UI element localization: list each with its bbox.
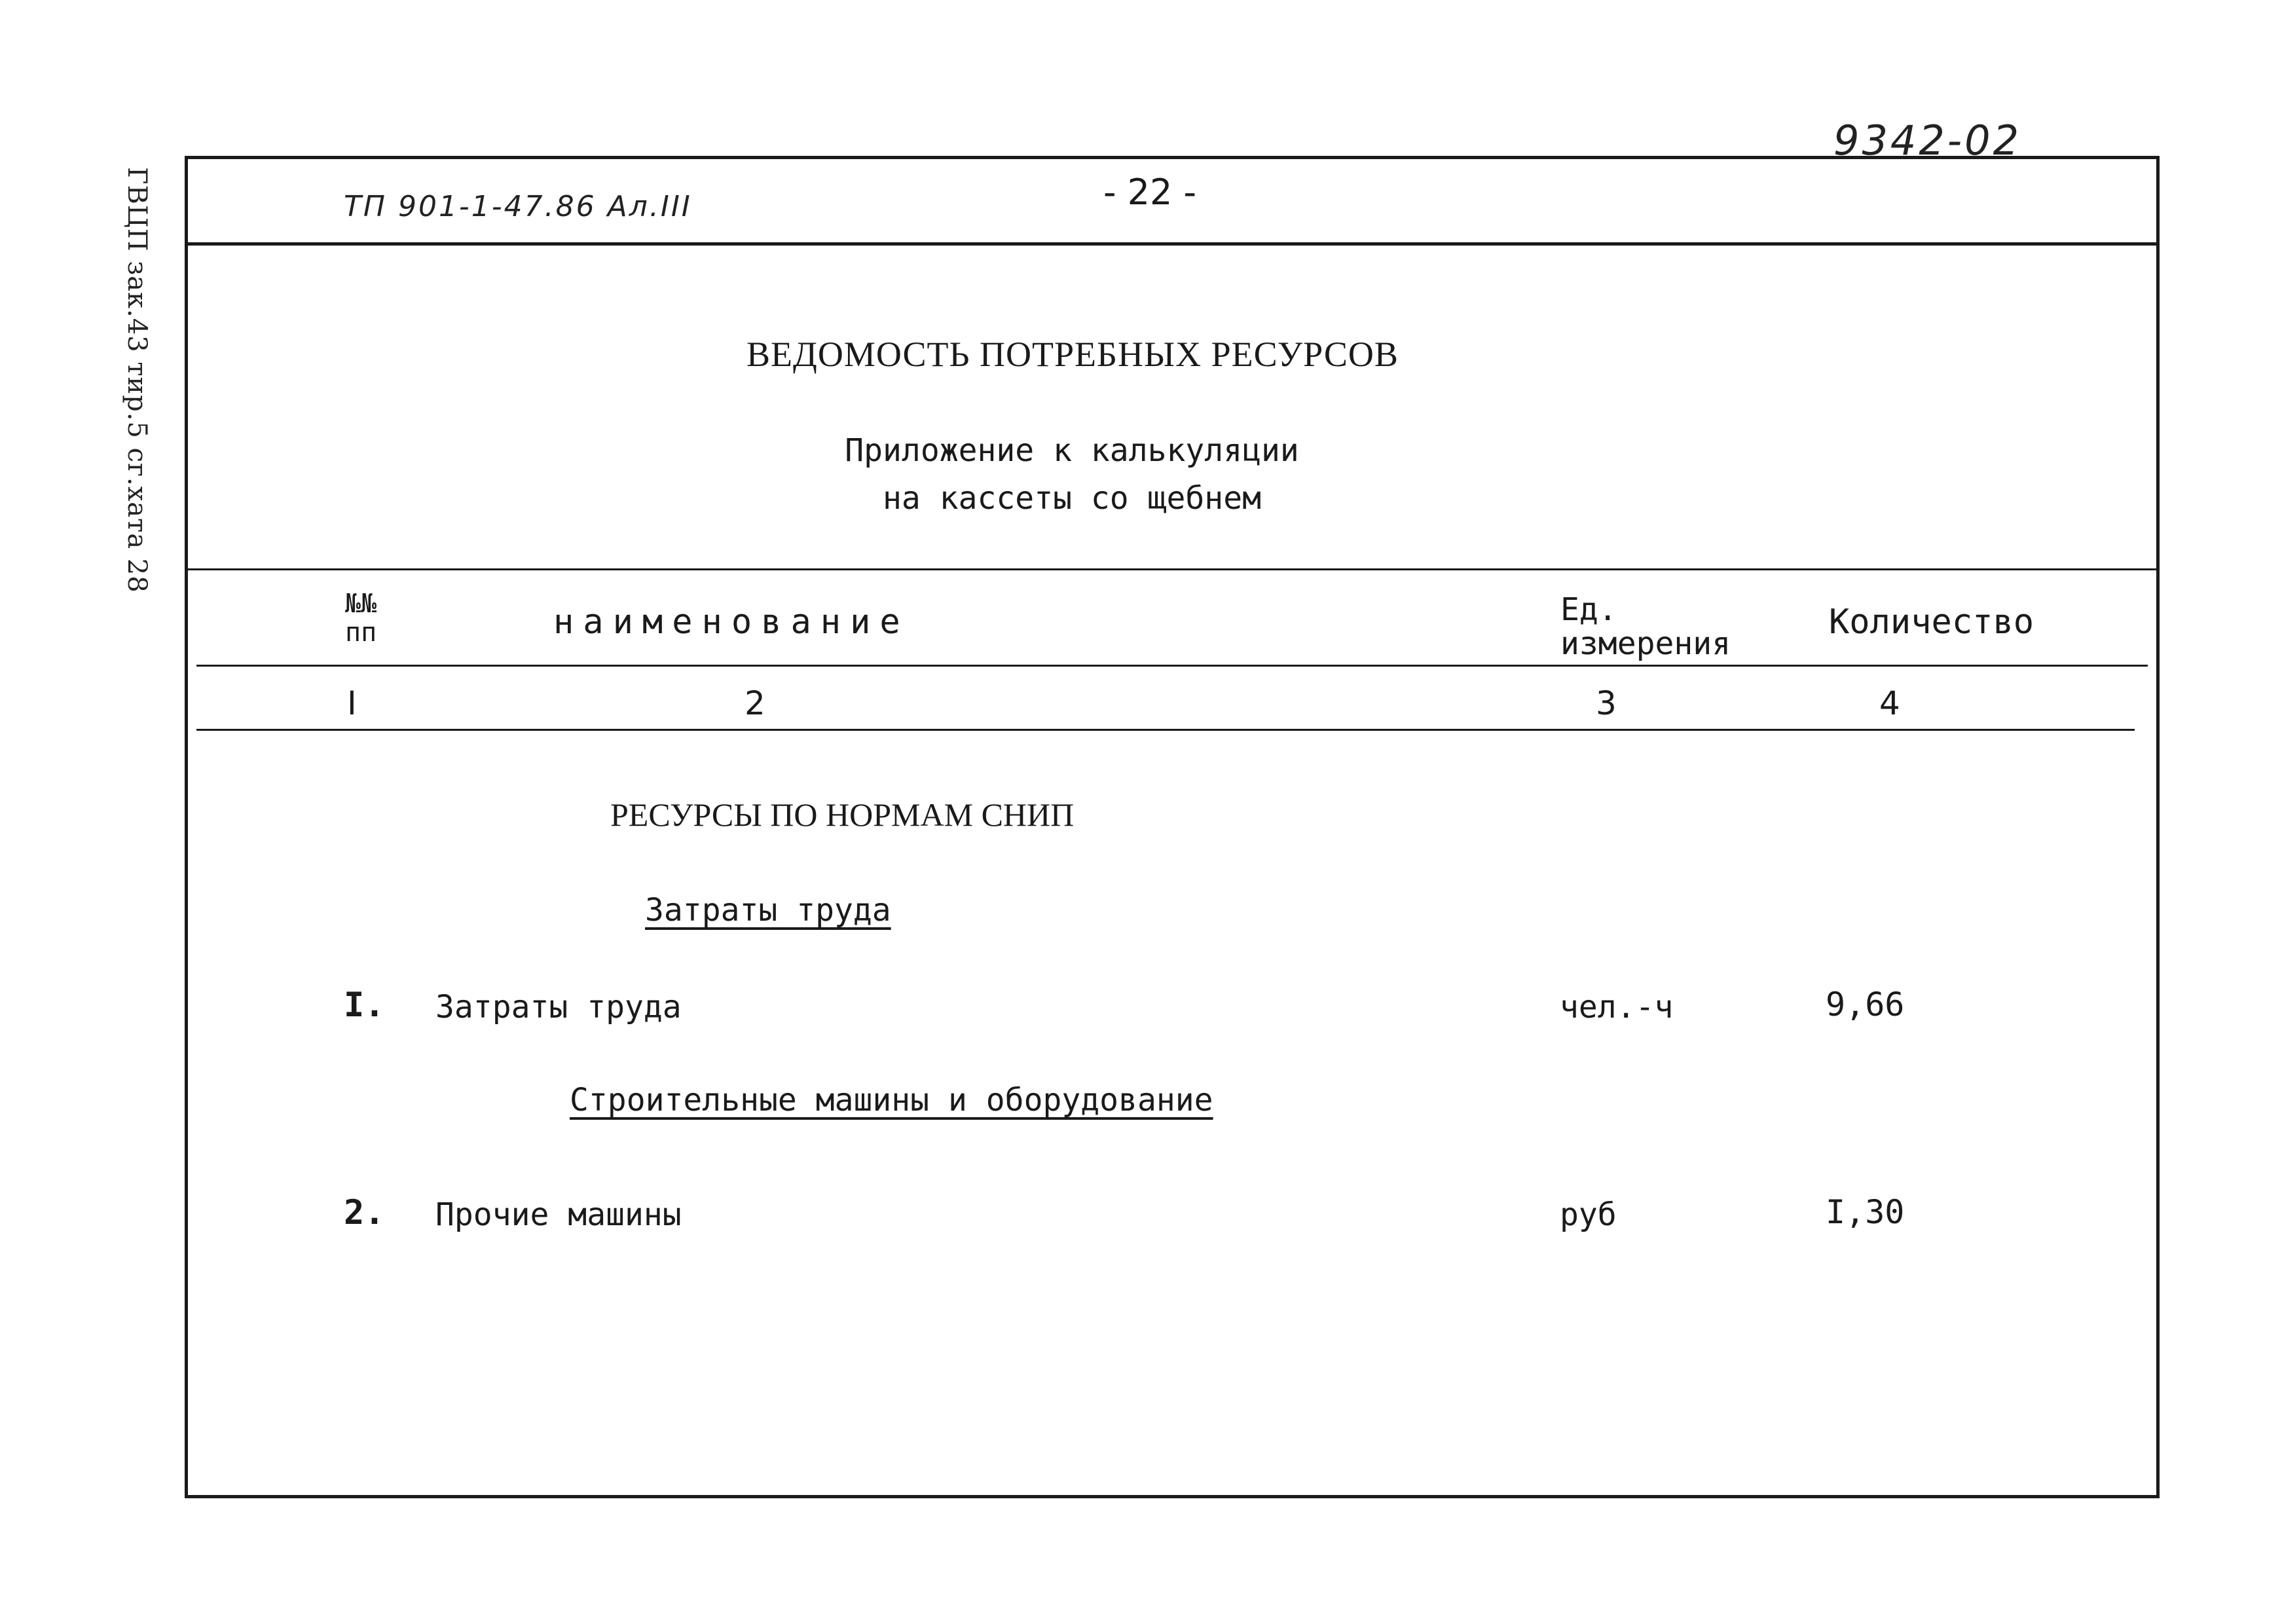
row-1-number: I. [344,986,385,1025]
column-number-1: I [347,684,357,722]
row-2-quantity: I,30 [1826,1193,1905,1231]
header-number-line1: №№ [345,589,377,619]
header-number-column [345,589,377,647]
row-1-quantity: 9,66 [1826,986,1905,1024]
row-2-name: Прочие машины [435,1196,682,1233]
column-number-4: 4 [1879,684,1900,722]
subtitle-line1: Приложение к калькуляции [845,432,1299,469]
row-2-unit: руб [1560,1196,1617,1233]
page-number: - 22 - [1103,172,1197,213]
header-name-column: наименование [553,602,910,642]
column-number-3: 3 [1596,684,1617,722]
column-numbers-divider [196,729,2135,731]
side-stamp-text: ГВЦП зак.43 тир.5 сг.хата 28 [122,167,152,593]
header-unit-line1: Ед. [1560,591,1617,628]
row-1-name: Затраты труда [435,989,682,1025]
section-title: РЕСУРСЫ ПО НОРМАМ СНИП [610,796,1075,833]
row-2-number: 2. [344,1193,385,1232]
column-number-2: 2 [745,684,765,722]
subtitle-line2: на кассеты со щебнем [883,480,1261,517]
subsection-heading-labor: Затраты труда [645,892,891,929]
header-divider [188,242,2156,246]
subsection-heading-machines: Строительные машины и оборудование [570,1082,1213,1118]
table-header-divider [196,665,2148,667]
header-number-line2: пп [345,618,377,648]
page-title: ВЕДОМОСТЬ ПОТРЕБНЫХ РЕСУРСОВ [746,335,1399,374]
document-code: 9342-02 [1833,117,2022,164]
row-1-unit: чел.-ч [1560,989,1674,1025]
header-unit-line2: измерения [1560,625,1731,662]
header-quantity-column: Количество [1829,602,2034,642]
header-code: ТП 901-1-47.86 Ал.III [344,190,692,223]
title-divider [188,568,2156,570]
side-stamp [113,167,158,593]
header-unit-column [1560,593,1731,661]
